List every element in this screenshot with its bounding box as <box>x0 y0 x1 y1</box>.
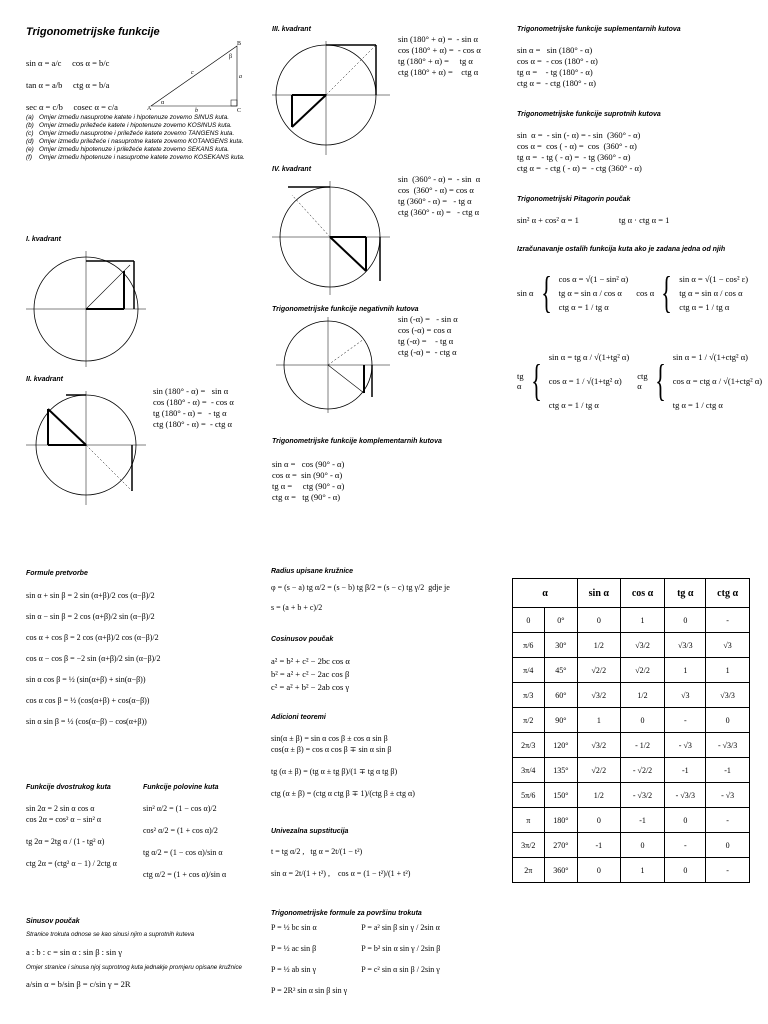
table-cell: 1 <box>620 608 665 633</box>
table-cell: - √3/2 <box>620 783 665 808</box>
table-cell: √2/2 <box>620 658 665 683</box>
table-header-cell: cos α <box>620 579 665 608</box>
table-cell: 3π/2 <box>513 833 545 858</box>
table-row <box>513 708 750 733</box>
table-cell: 1/2 <box>577 633 620 658</box>
table-cell: √3/2 <box>577 733 620 758</box>
table-cell: 135° <box>544 758 577 783</box>
table-row <box>513 733 750 758</box>
table-cell: 0 <box>620 833 665 858</box>
transform-heading: Formule pretvorbe <box>26 570 88 577</box>
cosine-law-formulas: a² = b² + c² − 2bc cos α b² = a² + c² − 2ac cos β c² = a² + b² − 2ab cos γ <box>271 656 350 692</box>
inradius-section <box>271 568 511 613</box>
table-cell: 3π/4 <box>513 758 545 783</box>
side-label-b: b <box>195 108 198 112</box>
table-cell: 0 <box>706 708 750 733</box>
table-cell: -1 <box>620 808 665 833</box>
cosine-law-heading: Cosinusov poučak <box>271 636 334 643</box>
addition-section <box>271 714 415 799</box>
table-header-cell: ctg α <box>706 579 750 608</box>
table-cell: -1 <box>577 833 620 858</box>
double-angle-heading: Funkcije dvostrukog kuta <box>26 784 111 791</box>
angle-label-alpha: α <box>161 100 165 106</box>
supplementary-section <box>517 26 681 89</box>
basic-formula-line: tan α = a/b ctg α = b/a <box>26 80 110 90</box>
table-cell: 0 <box>706 833 750 858</box>
table-cell: 60° <box>544 683 577 708</box>
table-cell: 0 <box>665 808 706 833</box>
table-cell: 1/2 <box>620 683 665 708</box>
table-cell: π/2 <box>513 708 545 733</box>
table-header-cell: tg α <box>665 579 706 608</box>
table-row <box>513 833 750 858</box>
table-cell: 0 <box>665 608 706 633</box>
table-cell: - √3 <box>665 733 706 758</box>
area-section <box>271 910 511 997</box>
table-cell: π/4 <box>513 658 545 683</box>
complementary-heading: Trigonometrijske funkcije komplementarnih kutova <box>272 438 442 445</box>
compute-others-heading: Izračunavanje ostalih funkcija kuta ako je zadana jedna od njih <box>517 246 726 253</box>
q3-formulas: sin (180° + α) = - sin α cos (180° + α) = - cos α tg (180° + α) = tg α ctg (180° + α) = ctg α <box>398 34 481 77</box>
table-cell: π/3 <box>513 683 545 708</box>
table-cell: 45° <box>544 658 577 683</box>
inradius-heading: Radius upisane kružnice <box>271 568 354 575</box>
table-cell: 0 <box>513 608 545 633</box>
double-angle-formulas: sin 2α = 2 sin α cos α cos 2α = cos² α − sin² α tg 2α = 2tg α / (1 - tg² α) ctg 2α = (ctg² α − 1) / 2ctg α <box>26 804 117 868</box>
definitions-list <box>26 114 258 162</box>
table-cell: 0 <box>577 608 620 633</box>
quadrant-3-heading: III. kvadrant <box>272 26 311 33</box>
table-cell: √3/3 <box>706 683 750 708</box>
double-angle-section <box>26 784 117 869</box>
vertex-label-c: C <box>237 108 242 112</box>
opposite-angles-section <box>517 111 661 174</box>
table-cell: 2π <box>513 858 545 883</box>
table-cell: - 1/2 <box>620 733 665 758</box>
semiperimeter-formula: s = (a + b + c)/2 <box>271 603 323 612</box>
basic-formula-line: sec α = c/b cosec α = c/a <box>26 102 118 112</box>
table-cell: - <box>665 708 706 733</box>
pythagorean-identity: sin² α + cos² α = 1 <box>517 215 579 225</box>
unit-circle-negative <box>272 317 390 413</box>
definition-item: (c) Omjer između nasuprotne i priležeće katete zovemo TANGENS kuta. <box>26 130 235 137</box>
table-cell: √3/3 <box>665 633 706 658</box>
quadrant-1-section <box>26 236 146 367</box>
area-formulas-right: P = a² sin β sin γ / 2sin α P = b² sin α sin γ / 2sin β P = c² sin α sin β / 2sin γ <box>361 923 441 974</box>
sine-law-ratio: a : b : c = sin α : sin β : sin γ <box>26 946 122 957</box>
universal-formula-1: t = tg α/2 , tg α = 2t/(1 − t²) <box>271 847 363 856</box>
unit-circle-q3 <box>272 37 390 157</box>
compute-others-section <box>517 246 763 417</box>
table-cell: 270° <box>544 833 577 858</box>
negative-angles-heading: Trigonometrijske funkcije negativnih kutova <box>272 306 419 313</box>
transform-section <box>26 570 160 728</box>
table-cell: 90° <box>544 708 577 733</box>
table-cell: - √3 <box>706 783 750 808</box>
table-cell: - <box>706 608 750 633</box>
side-label-c: c <box>191 70 194 76</box>
table-cell: 1/2 <box>577 783 620 808</box>
table-cell: - √3/3 <box>706 733 750 758</box>
table-cell: 1 <box>577 708 620 733</box>
definition-item: (d) Omjer između priležeće i nasuprotne katete zovemo KOTANGENS kuta. <box>26 138 244 145</box>
table-row <box>513 658 750 683</box>
q2-formulas: sin (180° - α) = sin α cos (180° - α) = - cos α tg (180° - α) = - tg α ctg (180° - α) = - ctg α <box>153 386 234 429</box>
cosine-law-section <box>271 636 350 694</box>
sine-law-formula: a/sin α = b/sin β = c/sin γ = 2R <box>26 979 131 989</box>
table-row <box>513 683 750 708</box>
definition-item: (e) Omjer između hipotenuze i priležeće katete zovemo SEKANS kuta. <box>26 146 230 153</box>
area-heading: Trigonometrijske formule za površinu trokuta <box>271 910 422 917</box>
tg-ctg-identity: tg α · ctg α = 1 <box>618 215 670 225</box>
half-angle-formulas: sin² α/2 = (1 − cos α)/2 cos² α/2 = (1 + cos α)/2 tg α/2 = (1 − cos α)/sin α ctg α/2 = (1 + cos α)/sin α <box>143 804 227 879</box>
special-angles-table <box>512 578 750 883</box>
negative-angles-formulas: sin (-α) = - sin α cos (-α) = cos α tg (-α) = - tg α ctg (-α) = - ctg α <box>398 314 458 357</box>
table-cell: √2/2 <box>577 658 620 683</box>
unit-circle-q2 <box>26 387 146 507</box>
supplementary-heading: Trigonometrijske funkcije suplementarnih kutova <box>517 26 681 33</box>
table-cell: 0 <box>620 708 665 733</box>
negative-angles-section <box>272 306 419 413</box>
half-angle-heading: Funkcije polovine kuta <box>143 784 219 791</box>
table-cell: -1 <box>706 758 750 783</box>
basic-formula-line: sin α = a/c cos α = b/c <box>26 58 110 68</box>
table-cell: 0° <box>544 608 577 633</box>
table-row <box>513 633 750 658</box>
pythagorean-heading: Trigonometrijski Pitagorin poučak <box>517 196 631 203</box>
vertex-label-a: A <box>147 106 152 112</box>
addition-heading: Adicioni teoremi <box>271 714 326 721</box>
table-cell: 150° <box>544 783 577 808</box>
quadrant-4-heading: IV. kvadrant <box>272 166 312 173</box>
quadrant-3-section <box>272 26 390 157</box>
unit-circle-q1 <box>26 247 146 367</box>
supplementary-formulas: sin α = sin (180° - α) cos α = - cos (180° - α) tg α = - tg (180° - α) ctg α = - ctg (180° - α) <box>517 45 598 88</box>
universal-section <box>271 828 410 879</box>
table-cell: 2π/3 <box>513 733 545 758</box>
page-title: Trigonometrijske funkcije <box>26 26 160 38</box>
table-cell: - <box>706 808 750 833</box>
quadrant-2-heading: II. kvadrant <box>26 376 63 383</box>
table-cell: - √2/2 <box>620 758 665 783</box>
opposite-angles-heading: Trigonometrijske funkcije suprotnih kutova <box>517 111 661 118</box>
table-cell: 180° <box>544 808 577 833</box>
complementary-section <box>272 438 442 503</box>
quadrant-2-section <box>26 376 146 507</box>
right-triangle-diagram <box>145 40 245 112</box>
universal-heading: Univezalna supstitucija <box>271 828 349 835</box>
definition-item: (a) Omjer između nasuprotne katete i hipotenuze zovemo SINUS kuta. <box>26 114 230 121</box>
table-cell: 1 <box>620 858 665 883</box>
table-cell: √3 <box>665 683 706 708</box>
quadrant-1-heading: I. kvadrant <box>26 236 62 243</box>
sine-law-subheading-2: Omjer stranice i sinusa njoj suprotnog kuta jednakje promjeru opisane kružnice <box>26 963 242 971</box>
table-cell: √3/2 <box>620 633 665 658</box>
sine-law-heading: Sinusov poučak <box>26 918 80 925</box>
universal-formula-2: sin α = 2t/(1 + t²) , cos α = (1 − t²)/(1 + t²) <box>271 869 411 878</box>
q4-formulas: sin (360° - α) = - sin α cos (360° - α) = cos α tg (360° - α) = - tg α ctg (360° - α) = - ctg α <box>398 174 481 217</box>
table-row <box>513 758 750 783</box>
table-cell: - √3/3 <box>665 783 706 808</box>
table-cell: -1 <box>665 758 706 783</box>
complementary-formulas: sin α = cos (90° - α) cos α = sin (90° - α) tg α = ctg (90° - α) ctg α = tg (90° - α) <box>272 459 345 502</box>
half-angle-section <box>143 784 226 880</box>
table-cell: 1 <box>665 658 706 683</box>
unit-circle-q4 <box>272 177 390 297</box>
table-cell: 1 <box>706 658 750 683</box>
table-header-cell: sin α <box>577 579 620 608</box>
sine-law-section <box>26 918 256 990</box>
table-cell: 30° <box>544 633 577 658</box>
from-tg-block: tg α { sin α = tg α / √(1+tg² α) cos α = 1 / √(1+tg² α) ctg α = 1 / tg α <box>517 352 630 410</box>
table-cell: π <box>513 808 545 833</box>
table-cell: √3 <box>706 633 750 658</box>
table-cell: - <box>706 858 750 883</box>
table-cell: 0 <box>665 858 706 883</box>
table-cell: √2/2 <box>577 758 620 783</box>
area-formulas-left: P = ½ bc sin α P = ½ ac sin β P = ½ ab sin γ P = 2R² sin α sin β sin γ <box>271 923 348 995</box>
vertex-label-b: B <box>237 41 242 47</box>
from-ctg-block: ctg α { sin α = 1 / √(1+ctg² α) cos α = ctg α / √(1+ctg² α) tg α = 1 / ctg α <box>637 352 763 410</box>
table-cell: 360° <box>544 858 577 883</box>
table-header-cell: α <box>513 579 578 608</box>
definition-item: (b) Omjer između priležeće katete i hipotenuze zovemo KOSINUS kuta. <box>26 122 232 129</box>
pythagorean-section <box>517 196 747 226</box>
angle-label-beta: β <box>229 54 233 60</box>
table-row <box>513 808 750 833</box>
addition-formulas: sin(α ± β) = sin α cos β ± cos α sin β cos(α ± β) = cos α cos β ∓ sin α sin β tg (α ± β) = (tg α ± tg β)/(1 ∓ tg α tg β) ctg (α ± β) = (ctg α ctg β ∓ 1)/(ctg β ± ctg α) <box>271 734 415 798</box>
table-cell: √3/2 <box>577 683 620 708</box>
table-cell: 120° <box>544 733 577 758</box>
table-cell: 0 <box>577 808 620 833</box>
table-row <box>513 608 750 633</box>
table-header-row <box>513 579 750 608</box>
from-cos-block: cos α { sin α = √(1 − cos² ε) tg α = sin α / cos α ctg α = 1 / tg α <box>636 268 749 317</box>
sine-law-subheading-1: Stranice trokuta odnose se kao sinusi njim a suprotnih kuteva <box>26 931 195 938</box>
table-cell: - <box>665 833 706 858</box>
table-row <box>513 858 750 883</box>
table-row <box>513 783 750 808</box>
table-cell: π/6 <box>513 633 545 658</box>
side-label-a: a <box>239 74 242 80</box>
opposite-angles-formulas: sin α = - sin (- α) = - sin (360° - α) cos α = cos ( - α) = cos (360° - α) tg α = - tg ( - α) = - tg (360° - α) ctg α = - ctg ( - α) = - ctg (360° - α) <box>517 130 642 173</box>
transform-formulas: sin α + sin β = 2 sin (α+β)/2 cos (α−β)/2 sin α − sin β = 2 cos (α+β)/2 sin (α−β)/2 cos α + cos β = 2 cos (α+β)/2 cos (α−β)/2 cos α − cos β = −2 sin (α+β)/2 sin (α−β)/2 sin α cos β = ½ (sin(α+β) + sin(α−β)) cos α cos β = ½ (cos(α+β) + cos(α−β)) sin α sin β = ½ (cos(α−β) − cos(α+β)) <box>26 591 161 726</box>
from-sin-block: sin α { cos α = √(1 − sin² α) tg α = sin α / cos α ctg α = 1 / tg α <box>517 268 629 317</box>
definition-item: (f) Omjer između hipotenuze i nasuprotne katete zovemo KOSEKANS kuta. <box>26 154 245 161</box>
quadrant-4-section <box>272 166 390 297</box>
table-cell: 5π/6 <box>513 783 545 808</box>
table-cell: 0 <box>577 858 620 883</box>
inradius-formula: φ = (s − a) tg α/2 = (s − b) tg β/2 = (s − c) tg γ/2 gdje je <box>271 583 450 592</box>
